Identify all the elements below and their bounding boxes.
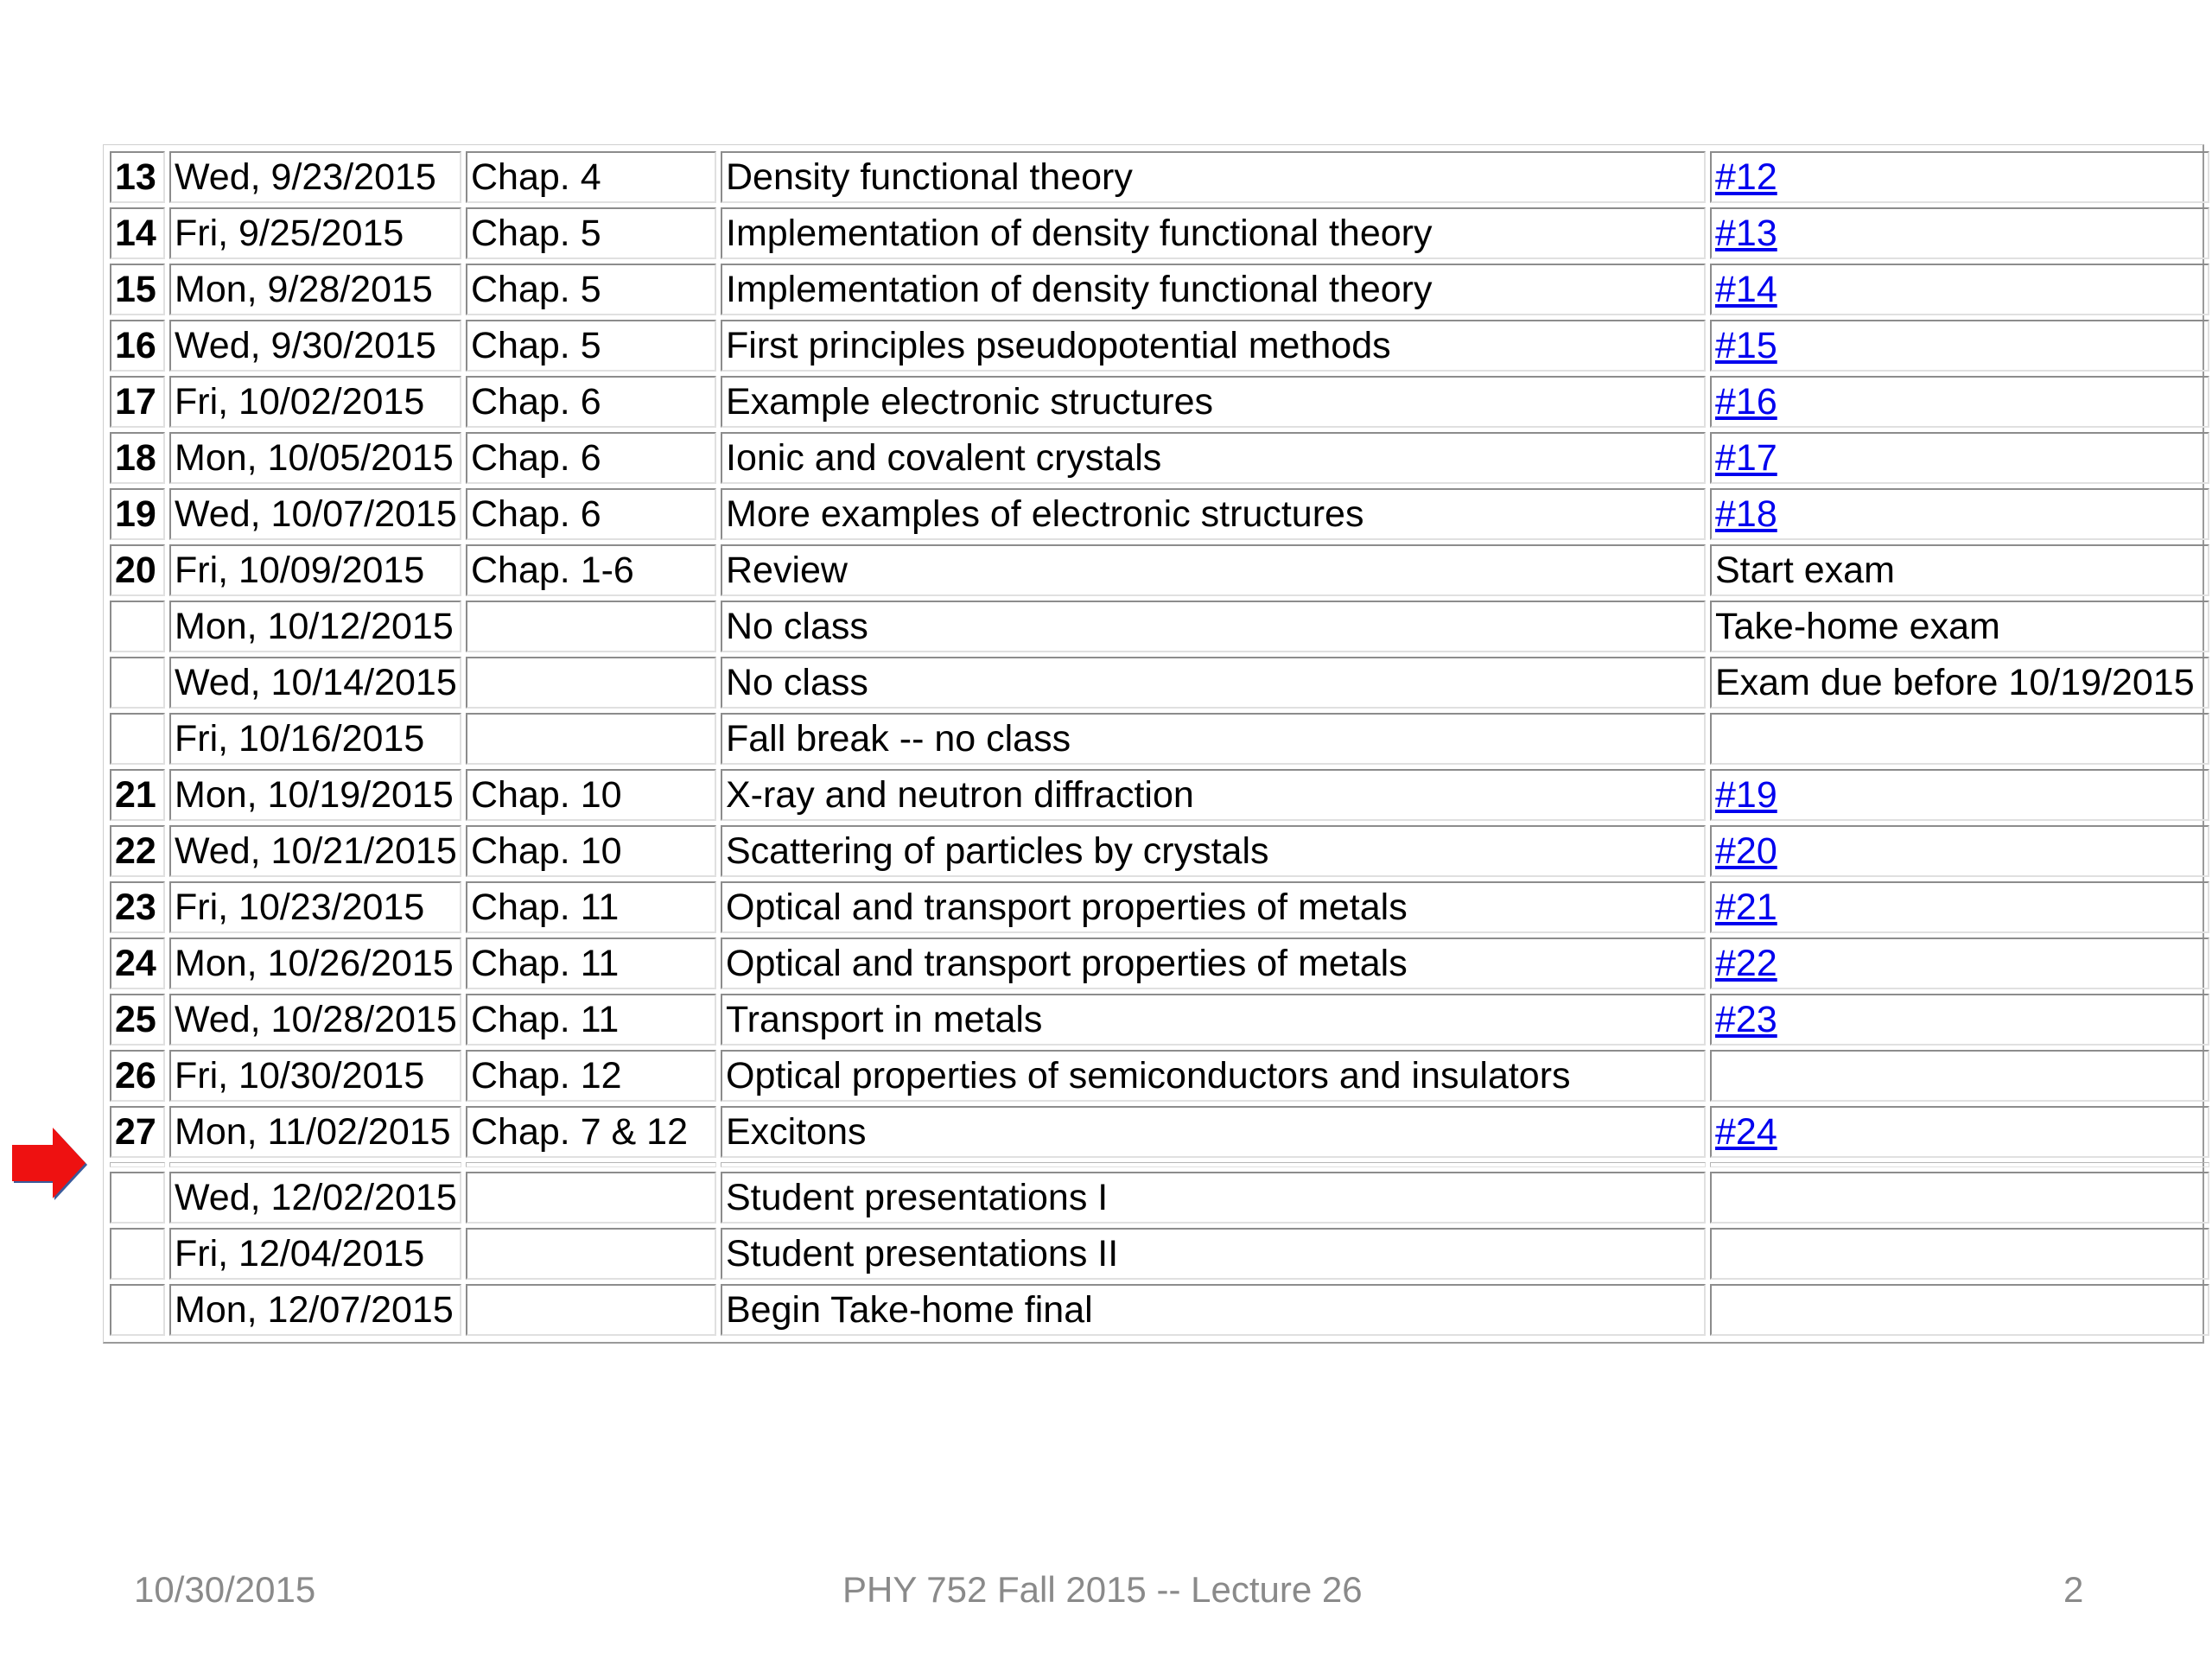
lecture-number-cell: 21 — [110, 769, 165, 821]
topic-cell: Transport in metals — [721, 994, 1706, 1046]
table-row — [110, 1228, 2209, 1280]
chapter-cell: Chap. 5 — [466, 320, 716, 372]
chapter-cell — [466, 657, 716, 709]
table-row — [110, 207, 2209, 259]
chapter-cell — [466, 1172, 716, 1224]
homework-cell: Start exam — [1710, 544, 2209, 596]
date-cell: Mon, 10/26/2015 — [169, 938, 461, 989]
homework-cell — [1710, 1172, 2209, 1224]
topic-cell: Density functional theory — [721, 151, 1706, 203]
table-row — [110, 825, 2209, 877]
homework-cell — [1710, 1050, 2209, 1102]
chapter-cell: Chap. 10 — [466, 769, 716, 821]
schedule-table-frame — [103, 144, 2204, 1344]
lecture-number-cell: 23 — [110, 881, 165, 933]
lecture-number-cell: 26 — [110, 1050, 165, 1102]
table-row — [110, 938, 2209, 989]
topic-cell: Fall break -- no class — [721, 713, 1706, 765]
lecture-number-cell — [110, 657, 165, 709]
table-row — [110, 769, 2209, 821]
date-cell: Fri, 10/23/2015 — [169, 881, 461, 933]
chapter-cell: Chap. 6 — [466, 432, 716, 484]
date-cell: Fri, 10/30/2015 — [169, 1050, 461, 1102]
chapter-cell: Chap. 7 & 12 — [466, 1106, 716, 1158]
table-row — [110, 1284, 2209, 1336]
schedule-table-body — [110, 151, 2209, 1336]
chapter-cell: Chap. 5 — [466, 264, 716, 315]
table-row — [110, 320, 2209, 372]
lecture-number-cell: 22 — [110, 825, 165, 877]
table-row — [110, 544, 2209, 596]
topic-cell: Optical and transport properties of metals — [721, 881, 1706, 933]
topic-cell: Implementation of density functional theory — [721, 207, 1706, 259]
date-cell: Fri, 12/04/2015 — [169, 1228, 461, 1280]
homework-cell — [1710, 376, 2209, 428]
table-separator-row — [110, 1162, 2209, 1167]
separator-cell — [1710, 1162, 2209, 1167]
date-cell: Fri, 10/09/2015 — [169, 544, 461, 596]
date-cell: Wed, 10/28/2015 — [169, 994, 461, 1046]
date-cell: Wed, 9/30/2015 — [169, 320, 461, 372]
date-cell: Mon, 10/12/2015 — [169, 601, 461, 652]
lecture-number-cell — [110, 601, 165, 652]
chapter-cell: Chap. 11 — [466, 994, 716, 1046]
date-cell: Wed, 12/02/2015 — [169, 1172, 461, 1224]
lecture-number-cell — [110, 713, 165, 765]
separator-cell — [110, 1162, 165, 1167]
table-row — [110, 1050, 2209, 1102]
chapter-cell — [466, 713, 716, 765]
table-row — [110, 994, 2209, 1046]
homework-link[interactable]: #13 — [1715, 213, 1777, 254]
chapter-cell — [466, 601, 716, 652]
homework-link[interactable]: #14 — [1715, 269, 1777, 310]
homework-cell — [1710, 938, 2209, 989]
homework-cell — [1710, 320, 2209, 372]
homework-link[interactable]: #24 — [1715, 1111, 1777, 1153]
homework-link[interactable]: #22 — [1715, 943, 1777, 984]
red-right-arrow-icon — [11, 1126, 91, 1204]
homework-link[interactable]: #17 — [1715, 437, 1777, 479]
table-row — [110, 264, 2209, 315]
lecture-number-cell: 13 — [110, 151, 165, 203]
topic-cell: X-ray and neutron diffraction — [721, 769, 1706, 821]
topic-cell: Begin Take-home final — [721, 1284, 1706, 1336]
date-cell: Wed, 10/21/2015 — [169, 825, 461, 877]
date-cell: Wed, 10/14/2015 — [169, 657, 461, 709]
homework-link[interactable]: #18 — [1715, 493, 1777, 535]
topic-cell: Implementation of density functional theory — [721, 264, 1706, 315]
date-cell: Mon, 12/07/2015 — [169, 1284, 461, 1336]
lecture-number-cell: 19 — [110, 488, 165, 540]
topic-cell: Optical properties of semiconductors and insulators — [721, 1050, 1706, 1102]
separator-cell — [466, 1162, 716, 1167]
topic-cell: Optical and transport properties of metals — [721, 938, 1706, 989]
topic-cell: More examples of electronic structures — [721, 488, 1706, 540]
homework-link[interactable]: #20 — [1715, 830, 1777, 872]
chapter-cell: Chap. 11 — [466, 881, 716, 933]
date-cell: Wed, 9/23/2015 — [169, 151, 461, 203]
date-cell: Mon, 10/05/2015 — [169, 432, 461, 484]
footer-title: PHY 752 Fall 2015 -- Lecture 26 — [842, 1569, 1363, 1610]
table-row — [110, 488, 2209, 540]
table-row-current — [110, 1106, 2209, 1158]
chapter-cell: Chap. 12 — [466, 1050, 716, 1102]
homework-link[interactable]: #19 — [1715, 774, 1777, 816]
homework-cell: Exam due before 10/19/2015 — [1710, 657, 2209, 709]
chapter-cell: Chap. 4 — [466, 151, 716, 203]
topic-cell: No class — [721, 601, 1706, 652]
homework-cell — [1710, 1228, 2209, 1280]
lecture-number-cell: 20 — [110, 544, 165, 596]
table-row — [110, 601, 2209, 652]
date-cell: Fri, 10/16/2015 — [169, 713, 461, 765]
homework-cell — [1710, 1106, 2209, 1158]
chapter-cell: Chap. 6 — [466, 376, 716, 428]
topic-cell: Student presentations I — [721, 1172, 1706, 1224]
topic-cell: Student presentations II — [721, 1228, 1706, 1280]
lecture-number-cell — [110, 1228, 165, 1280]
date-cell: Mon, 9/28/2015 — [169, 264, 461, 315]
footer-date: 10/30/2015 — [134, 1569, 316, 1610]
date-cell: Wed, 10/07/2015 — [169, 488, 461, 540]
chapter-cell — [466, 1228, 716, 1280]
topic-cell: Excitons — [721, 1106, 1706, 1158]
homework-link[interactable]: #23 — [1715, 999, 1777, 1040]
chapter-cell — [466, 1284, 716, 1336]
date-cell: Fri, 10/02/2015 — [169, 376, 461, 428]
chapter-cell: Chap. 1-6 — [466, 544, 716, 596]
lecture-number-cell: 25 — [110, 994, 165, 1046]
schedule-table — [105, 147, 2212, 1340]
lecture-number-cell — [110, 1172, 165, 1224]
topic-cell: No class — [721, 657, 1706, 709]
table-row — [110, 657, 2209, 709]
homework-link[interactable]: #16 — [1715, 381, 1777, 423]
date-cell: Mon, 10/19/2015 — [169, 769, 461, 821]
lecture-number-cell: 18 — [110, 432, 165, 484]
homework-link[interactable]: #21 — [1715, 887, 1777, 928]
topic-cell: Review — [721, 544, 1706, 596]
homework-cell — [1710, 1284, 2209, 1336]
homework-cell — [1710, 488, 2209, 540]
date-cell: Fri, 9/25/2015 — [169, 207, 461, 259]
table-row — [110, 151, 2209, 203]
homework-cell — [1710, 825, 2209, 877]
lecture-number-cell: 17 — [110, 376, 165, 428]
topic-cell: Scattering of particles by crystals — [721, 825, 1706, 877]
footer-page-number: 2 — [2063, 1569, 2084, 1610]
homework-cell: Take-home exam — [1710, 601, 2209, 652]
separator-cell — [169, 1162, 461, 1167]
homework-link[interactable]: #15 — [1715, 325, 1777, 366]
chapter-cell: Chap. 10 — [466, 825, 716, 877]
table-row — [110, 376, 2209, 428]
homework-link[interactable]: #12 — [1715, 156, 1777, 198]
homework-cell — [1710, 151, 2209, 203]
lecture-number-cell: 14 — [110, 207, 165, 259]
table-row — [110, 1172, 2209, 1224]
table-row — [110, 432, 2209, 484]
date-cell: Mon, 11/02/2015 — [169, 1106, 461, 1158]
chapter-cell: Chap. 11 — [466, 938, 716, 989]
chapter-cell: Chap. 6 — [466, 488, 716, 540]
separator-cell — [721, 1162, 1706, 1167]
lecture-number-cell: 24 — [110, 938, 165, 989]
homework-cell — [1710, 713, 2209, 765]
chapter-cell: Chap. 5 — [466, 207, 716, 259]
topic-cell: Example electronic structures — [721, 376, 1706, 428]
homework-cell — [1710, 432, 2209, 484]
homework-cell — [1710, 769, 2209, 821]
lecture-number-cell: 16 — [110, 320, 165, 372]
topic-cell: First principles pseudopotential methods — [721, 320, 1706, 372]
homework-cell — [1710, 994, 2209, 1046]
lecture-number-cell: 27 — [110, 1106, 165, 1158]
table-row — [110, 713, 2209, 765]
table-row — [110, 881, 2209, 933]
topic-cell: Ionic and covalent crystals — [721, 432, 1706, 484]
lecture-number-cell: 15 — [110, 264, 165, 315]
homework-cell — [1710, 207, 2209, 259]
homework-cell — [1710, 881, 2209, 933]
lecture-number-cell — [110, 1284, 165, 1336]
homework-cell — [1710, 264, 2209, 315]
